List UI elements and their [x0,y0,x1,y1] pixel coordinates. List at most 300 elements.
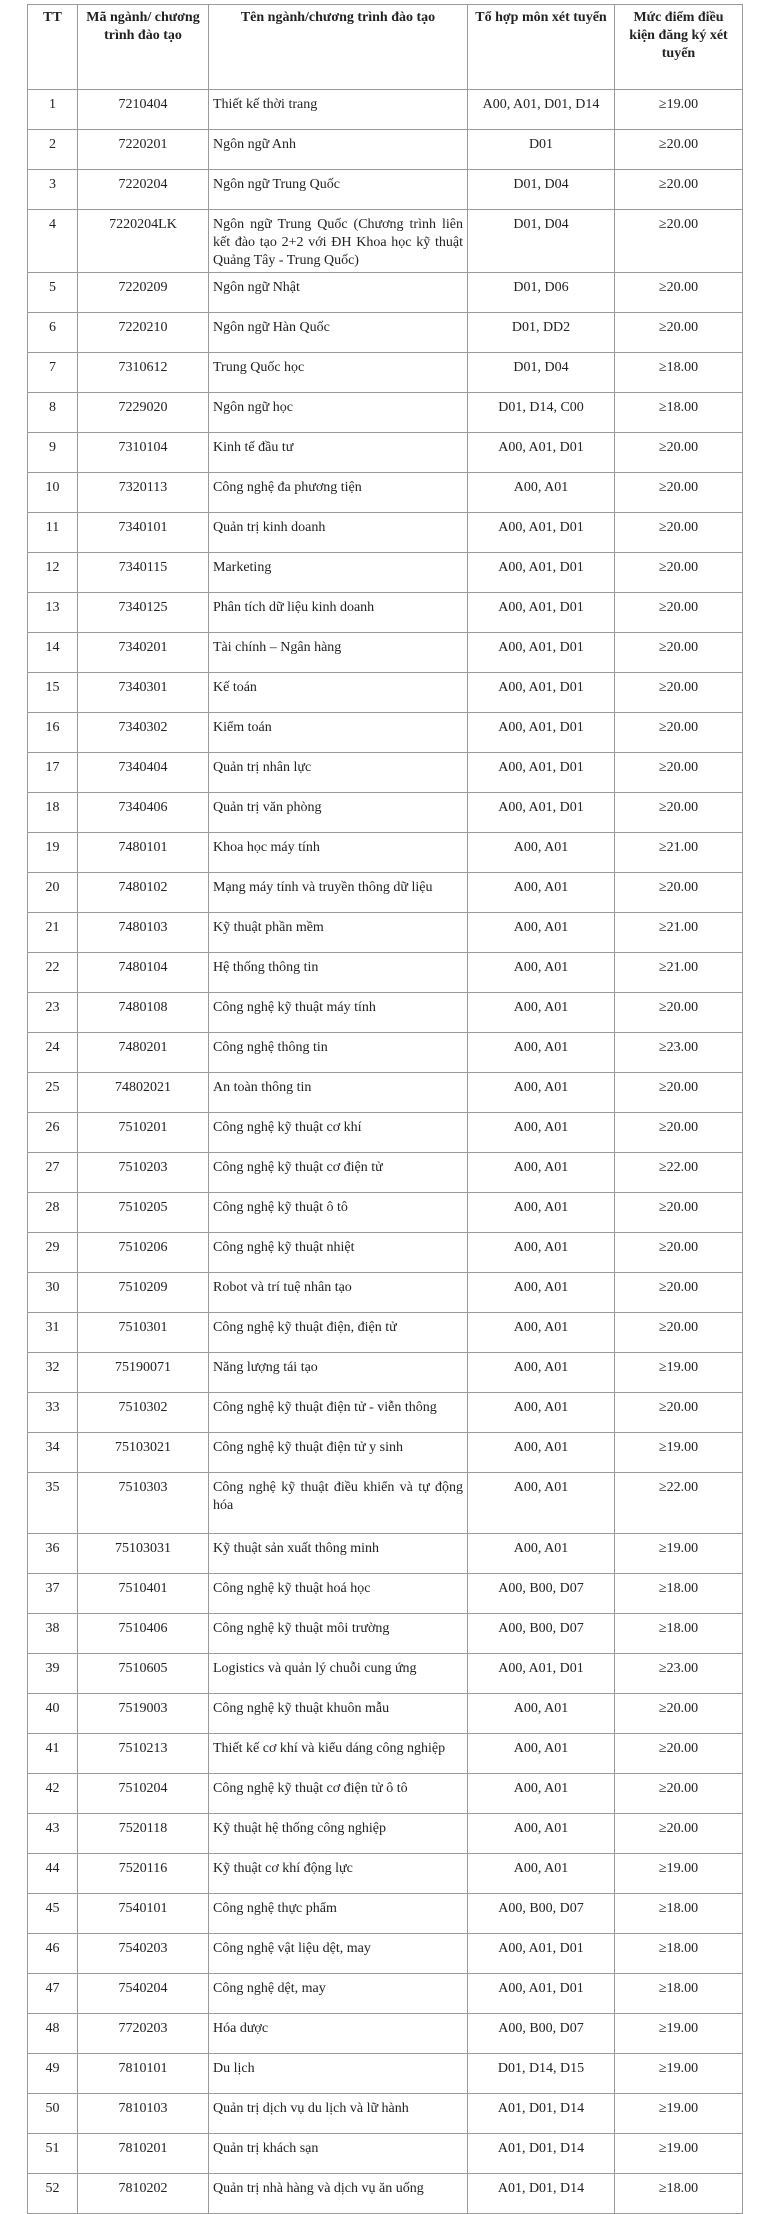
cell-code: 7340404 [78,753,209,793]
cell-tt: 18 [28,793,78,833]
cell-score: ≥19.00 [615,90,743,130]
cell-tt: 16 [28,713,78,753]
cell-combo: A00, B00, D07 [468,1894,615,1934]
cell-combo: A00, A01 [468,953,615,993]
cell-code: 7340115 [78,553,209,593]
cell-name: Thiết kế thời trang [209,90,468,130]
cell-score: ≥20.00 [615,313,743,353]
cell-name: Kinh tế đầu tư [209,433,468,473]
cell-name: Kế toán [209,673,468,713]
table-row [28,1393,743,1433]
table-row [28,1233,743,1273]
cell-combo: D01, D04 [468,353,615,393]
cell-combo: D01, D04 [468,170,615,210]
cell-combo: A00, A01 [468,1734,615,1774]
cell-tt: 19 [28,833,78,873]
cell-name: Công nghệ kỹ thuật máy tính [209,993,468,1033]
cell-code: 7510301 [78,1313,209,1353]
cell-combo: A00, A01, D01 [468,1934,615,1974]
table-row [28,1473,743,1534]
cell-tt: 4 [28,210,78,273]
cell-code: 7540203 [78,1934,209,1974]
table-row [28,1193,743,1233]
cell-tt: 45 [28,1894,78,1934]
cell-tt: 22 [28,953,78,993]
cell-code: 7810202 [78,2174,209,2214]
cell-tt: 48 [28,2014,78,2054]
cell-code: 7510201 [78,1113,209,1153]
cell-code: 7480108 [78,993,209,1033]
cell-combo: A00, A01 [468,1033,615,1073]
cell-score: ≥18.00 [615,353,743,393]
cell-combo: A00, A01, D01, D14 [468,90,615,130]
cell-code: 7480104 [78,953,209,993]
cell-combo: A00, A01 [468,1233,615,1273]
cell-code: 7310104 [78,433,209,473]
cell-score: ≥20.00 [615,1233,743,1273]
cell-code: 7220201 [78,130,209,170]
cell-score: ≥20.00 [615,1694,743,1734]
table-row [28,1073,743,1113]
cell-combo: A01, D01, D14 [468,2134,615,2174]
table-row [28,1854,743,1894]
cell-combo: A00, A01 [468,1273,615,1313]
table-row [28,593,743,633]
cell-code: 7340101 [78,513,209,553]
cell-combo: A00, A01, D01 [468,593,615,633]
cell-name: Công nghệ kỹ thuật điện tử y sinh [209,1433,468,1473]
cell-combo: A00, A01 [468,473,615,513]
cell-code: 7540101 [78,1894,209,1934]
cell-combo: A00, A01 [468,1393,615,1433]
cell-code: 7510203 [78,1153,209,1193]
cell-name: Ngôn ngữ Hàn Quốc [209,313,468,353]
cell-code: 7519003 [78,1694,209,1734]
table-row [28,2134,743,2174]
cell-tt: 20 [28,873,78,913]
table-row [28,713,743,753]
table-row [28,1974,743,2014]
cell-code: 7510401 [78,1574,209,1614]
table-row [28,353,743,393]
cell-tt: 50 [28,2094,78,2134]
cell-tt: 26 [28,1113,78,1153]
table-row [28,1774,743,1814]
cell-score: ≥19.00 [615,2094,743,2134]
cell-name: Công nghệ thông tin [209,1033,468,1073]
cell-score: ≥20.00 [615,1193,743,1233]
cell-tt: 32 [28,1353,78,1393]
cell-name: Công nghệ kỹ thuật hoá học [209,1574,468,1614]
cell-code: 7480103 [78,913,209,953]
table-row [28,1273,743,1313]
cell-score: ≥20.00 [615,873,743,913]
cell-combo: A00, A01 [468,1814,615,1854]
cell-tt: 40 [28,1694,78,1734]
cell-score: ≥20.00 [615,713,743,753]
cell-tt: 11 [28,513,78,553]
cell-name: Công nghệ kỹ thuật điện, điện tử [209,1313,468,1353]
cell-name: Trung Quốc học [209,353,468,393]
cell-tt: 47 [28,1974,78,2014]
cell-tt: 43 [28,1814,78,1854]
cell-combo: A00, A01, D01 [468,553,615,593]
table-row [28,833,743,873]
cell-tt: 25 [28,1073,78,1113]
cell-tt: 15 [28,673,78,713]
cell-score: ≥20.00 [615,673,743,713]
cell-name: Công nghệ kỹ thuật nhiệt [209,1233,468,1273]
cell-score: ≥21.00 [615,913,743,953]
cell-tt: 29 [28,1233,78,1273]
cell-name: Logistics và quản lý chuỗi cung ứng [209,1654,468,1694]
cell-code: 7480101 [78,833,209,873]
cell-combo: A00, A01 [468,993,615,1033]
cell-score: ≥20.00 [615,513,743,553]
cell-code: 7340125 [78,593,209,633]
cell-name: Công nghệ kỹ thuật ô tô [209,1193,468,1233]
cell-combo: D01, DD2 [468,313,615,353]
cell-tt: 1 [28,90,78,130]
cell-tt: 27 [28,1153,78,1193]
cell-score: ≥20.00 [615,210,743,273]
cell-code: 7220204 [78,170,209,210]
cell-name: Ngôn ngữ Anh [209,130,468,170]
cell-name: Quản trị nhà hàng và dịch vụ ăn uống [209,2174,468,2214]
cell-combo: A00, B00, D07 [468,2014,615,2054]
cell-score: ≥19.00 [615,2134,743,2174]
table-container [27,4,742,2214]
cell-combo: A00, A01 [468,833,615,873]
table-row [28,1534,743,1574]
cell-combo: A01, D01, D14 [468,2094,615,2134]
cell-score: ≥18.00 [615,393,743,433]
cell-name: Ngôn ngữ Trung Quốc [209,170,468,210]
cell-code: 7810201 [78,2134,209,2174]
cell-combo: D01, D14, C00 [468,393,615,433]
table-row [28,1734,743,1774]
table-row [28,1654,743,1694]
cell-score: ≥22.00 [615,1153,743,1193]
cell-combo: A00, A01, D01 [468,633,615,673]
cell-combo: A00, A01 [468,1854,615,1894]
cell-name: Hóa dược [209,2014,468,2054]
cell-name: Kỹ thuật phần mềm [209,913,468,953]
table-row [28,953,743,993]
table-row [28,913,743,953]
cell-combo: A00, A01, D01 [468,753,615,793]
cell-tt: 34 [28,1433,78,1473]
cell-score: ≥20.00 [615,1273,743,1313]
cell-code: 7510605 [78,1654,209,1694]
cell-score: ≥18.00 [615,1614,743,1654]
cell-tt: 3 [28,170,78,210]
cell-score: ≥20.00 [615,1073,743,1113]
cell-tt: 33 [28,1393,78,1433]
cell-code: 75103021 [78,1433,209,1473]
cell-score: ≥18.00 [615,1894,743,1934]
cell-tt: 13 [28,593,78,633]
table-body [28,90,743,2214]
cell-code: 7510303 [78,1473,209,1534]
cell-combo: A00, A01, D01 [468,433,615,473]
cell-code: 7810103 [78,2094,209,2134]
cell-score: ≥20.00 [615,1393,743,1433]
table-row [28,553,743,593]
cell-code: 7310612 [78,353,209,393]
table-row [28,2014,743,2054]
cell-code: 7229020 [78,393,209,433]
cell-score: ≥20.00 [615,1734,743,1774]
cell-name: Công nghệ thực phẩm [209,1894,468,1934]
table-row [28,2094,743,2134]
cell-combo: D01, D14, D15 [468,2054,615,2094]
table-row [28,2054,743,2094]
cell-combo: A00, B00, D07 [468,1614,615,1654]
table-row [28,753,743,793]
cell-code: 7510204 [78,1774,209,1814]
cell-score: ≥20.00 [615,170,743,210]
cell-tt: 39 [28,1654,78,1694]
cell-score: ≥19.00 [615,1854,743,1894]
table-row [28,1694,743,1734]
table-row [28,873,743,913]
cell-combo: A00, A01, D01 [468,713,615,753]
cell-name: Công nghệ dệt, may [209,1974,468,2014]
header-row [28,5,743,90]
cell-tt: 10 [28,473,78,513]
cell-name: Quản trị khách sạn [209,2134,468,2174]
cell-score: ≥20.00 [615,130,743,170]
cell-tt: 42 [28,1774,78,1814]
cell-name: Robot và trí tuệ nhân tạo [209,1273,468,1313]
cell-tt: 51 [28,2134,78,2174]
cell-tt: 12 [28,553,78,593]
table-row [28,793,743,833]
cell-name: Công nghệ kỹ thuật cơ khí [209,1113,468,1153]
cell-code: 7220210 [78,313,209,353]
cell-tt: 49 [28,2054,78,2094]
table-row [28,993,743,1033]
table-row [28,2174,743,2214]
table-row [28,170,743,210]
cell-score: ≥19.00 [615,2054,743,2094]
cell-score: ≥21.00 [615,953,743,993]
cell-score: ≥20.00 [615,473,743,513]
cell-score: ≥20.00 [615,753,743,793]
table-row [28,273,743,313]
cell-combo: A00, A01 [468,913,615,953]
cell-score: ≥20.00 [615,633,743,673]
cell-tt: 17 [28,753,78,793]
cell-code: 7220209 [78,273,209,313]
header-score: Mức điểm điều kiện đăng ký xét tuyển [615,5,743,90]
cell-score: ≥20.00 [615,1814,743,1854]
cell-score: ≥20.00 [615,593,743,633]
cell-combo: A00, A01 [468,1113,615,1153]
table-row [28,1153,743,1193]
cell-tt: 2 [28,130,78,170]
cell-combo: A00, A01 [468,1694,615,1734]
table-row [28,1353,743,1393]
cell-tt: 38 [28,1614,78,1654]
table-row [28,513,743,553]
cell-combo: D01, D04 [468,210,615,273]
cell-code: 7320113 [78,473,209,513]
cell-name: Phân tích dữ liệu kinh doanh [209,593,468,633]
cell-name: Công nghệ kỹ thuật cơ điện tử ô tô [209,1774,468,1814]
cell-combo: A00, A01 [468,1774,615,1814]
cell-name: Kỹ thuật sản xuất thông minh [209,1534,468,1574]
cell-combo: A00, A01 [468,1313,615,1353]
cell-score: ≥20.00 [615,1774,743,1814]
cell-name: Du lịch [209,2054,468,2094]
cell-name: Công nghệ kỹ thuật môi trường [209,1614,468,1654]
cell-combo: A00, A01, D01 [468,513,615,553]
header-code: Mã ngành/ chương trình đào tạo [78,5,209,90]
table-row [28,633,743,673]
cell-code: 7540204 [78,1974,209,2014]
cell-combo: A00, A01 [468,1073,615,1113]
cell-score: ≥18.00 [615,1974,743,2014]
cell-code: 7340406 [78,793,209,833]
header-name: Tên ngành/chương trình đào tạo [209,5,468,90]
cell-code: 74802021 [78,1073,209,1113]
cell-score: ≥23.00 [615,1654,743,1694]
cell-combo: A00, A01 [468,1534,615,1574]
cell-tt: 44 [28,1854,78,1894]
table-row [28,1934,743,1974]
cell-tt: 6 [28,313,78,353]
cell-tt: 30 [28,1273,78,1313]
cell-tt: 23 [28,993,78,1033]
cell-combo: A00, A01 [468,1353,615,1393]
cell-name: Kỹ thuật hệ thống công nghiệp [209,1814,468,1854]
cell-code: 75190071 [78,1353,209,1393]
cell-name: Công nghệ kỹ thuật cơ điện tử [209,1153,468,1193]
cell-name: Quản trị nhân lực [209,753,468,793]
cell-combo: A00, A01 [468,1153,615,1193]
cell-tt: 5 [28,273,78,313]
cell-tt: 8 [28,393,78,433]
cell-combo: A00, A01 [468,1433,615,1473]
cell-tt: 21 [28,913,78,953]
table-row [28,313,743,353]
cell-tt: 7 [28,353,78,393]
table-row [28,210,743,273]
cell-combo: A00, A01, D01 [468,1654,615,1694]
cell-name: Kỹ thuật cơ khí động lực [209,1854,468,1894]
cell-code: 7810101 [78,2054,209,2094]
table-row [28,673,743,713]
header-combo: Tổ hợp môn xét tuyển [468,5,615,90]
cell-combo: A01, D01, D14 [468,2174,615,2214]
cell-score: ≥20.00 [615,793,743,833]
cell-code: 75103031 [78,1534,209,1574]
cell-combo: A00, A01, D01 [468,793,615,833]
cell-tt: 37 [28,1574,78,1614]
cell-code: 7340301 [78,673,209,713]
cell-tt: 9 [28,433,78,473]
cell-name: Khoa học máy tính [209,833,468,873]
cell-name: Tài chính – Ngân hàng [209,633,468,673]
table-row [28,393,743,433]
cell-code: 7210404 [78,90,209,130]
cell-name: Công nghệ kỹ thuật điện tử - viễn thông [209,1393,468,1433]
cell-tt: 36 [28,1534,78,1574]
cell-score: ≥19.00 [615,1534,743,1574]
cell-score: ≥18.00 [615,2174,743,2214]
cell-combo: A00, A01, D01 [468,1974,615,2014]
table-row [28,1614,743,1654]
cell-combo: A00, A01 [468,1193,615,1233]
cell-code: 7510302 [78,1393,209,1433]
cell-code: 7510209 [78,1273,209,1313]
cell-score: ≥20.00 [615,1113,743,1153]
cell-name: Ngôn ngữ học [209,393,468,433]
cell-tt: 41 [28,1734,78,1774]
admission-table [27,4,743,2214]
cell-code: 7480201 [78,1033,209,1073]
cell-score: ≥20.00 [615,273,743,313]
cell-score: ≥23.00 [615,1033,743,1073]
cell-combo: A00, B00, D07 [468,1574,615,1614]
table-row [28,1894,743,1934]
table-row [28,130,743,170]
cell-tt: 46 [28,1934,78,1974]
cell-tt: 52 [28,2174,78,2214]
cell-name: Ngôn ngữ Nhật [209,273,468,313]
cell-name: Năng lượng tái tạo [209,1353,468,1393]
cell-name: Hệ thống thông tin [209,953,468,993]
cell-code: 7220204LK [78,210,209,273]
cell-score: ≥22.00 [615,1473,743,1534]
cell-score: ≥20.00 [615,1313,743,1353]
cell-combo: A00, A01 [468,1473,615,1534]
cell-combo: A00, A01, D01 [468,673,615,713]
cell-name: Quản trị văn phòng [209,793,468,833]
cell-code: 7510206 [78,1233,209,1273]
cell-combo: D01 [468,130,615,170]
cell-code: 7510205 [78,1193,209,1233]
table-row [28,1814,743,1854]
cell-tt: 14 [28,633,78,673]
cell-tt: 35 [28,1473,78,1534]
cell-code: 7480102 [78,873,209,913]
cell-code: 7340201 [78,633,209,673]
cell-code: 7520116 [78,1854,209,1894]
header-tt: TT [28,5,78,90]
cell-name: Marketing [209,553,468,593]
table-row [28,1313,743,1353]
cell-score: ≥18.00 [615,1934,743,1974]
cell-code: 7720203 [78,2014,209,2054]
cell-score: ≥19.00 [615,1353,743,1393]
table-row [28,1574,743,1614]
cell-name: Công nghệ kỹ thuật điều khiển và tự động hóa [209,1473,468,1534]
cell-name: Quản trị kinh doanh [209,513,468,553]
cell-code: 7520118 [78,1814,209,1854]
cell-combo: D01, D06 [468,273,615,313]
cell-tt: 28 [28,1193,78,1233]
cell-combo: A00, A01 [468,873,615,913]
cell-name: Công nghệ kỹ thuật khuôn mẫu [209,1694,468,1734]
cell-score: ≥20.00 [615,553,743,593]
cell-code: 7510213 [78,1734,209,1774]
table-row [28,90,743,130]
cell-score: ≥20.00 [615,433,743,473]
table-row [28,1033,743,1073]
